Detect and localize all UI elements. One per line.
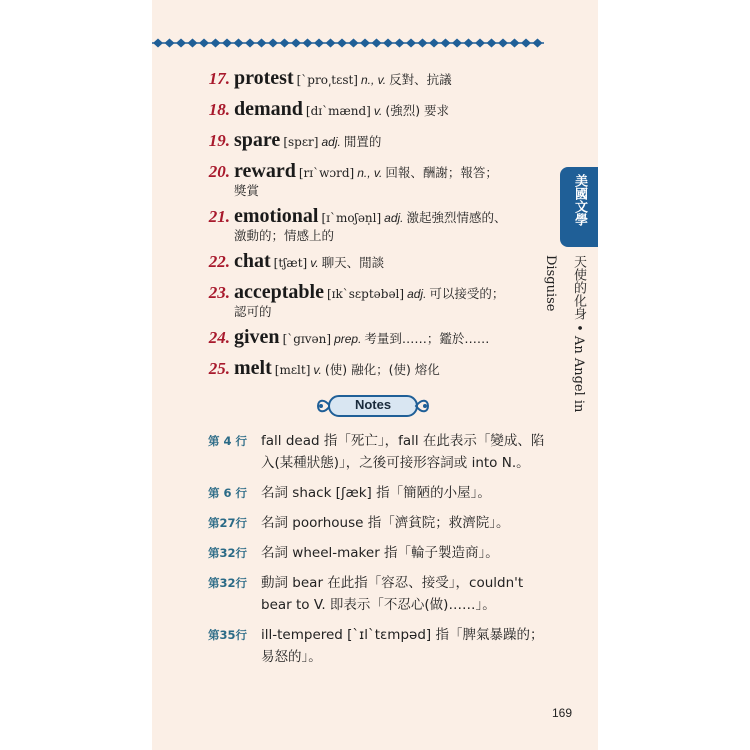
- border-diamond: [326, 39, 336, 48]
- vocab-word: demand: [234, 98, 303, 120]
- vocab-number: 17.: [208, 69, 230, 88]
- vocab-part-of-speech: prep.: [334, 332, 362, 346]
- vocab-pronunciation: [mɛlt]: [274, 363, 311, 377]
- border-diamond: [245, 39, 255, 48]
- vocab-item: [206, 128, 546, 155]
- border-diamond: [395, 39, 405, 48]
- notes-banner: [316, 394, 430, 420]
- vocab-definition: 可以接受的；: [429, 286, 505, 301]
- vocab-word: chat: [234, 250, 271, 272]
- note-text: 名詞 shack [ʃæk] 指「簡陋的小屋」。: [261, 485, 491, 501]
- vocab-number: 20.: [208, 162, 230, 181]
- decorative-border-top: [152, 36, 544, 50]
- border-diamond: [165, 39, 175, 48]
- vocab-part-of-speech: v.: [310, 256, 319, 270]
- vocab-word: spare: [234, 129, 281, 151]
- border-diamond: [441, 39, 451, 48]
- vocab-item: [206, 280, 546, 321]
- vocab-pronunciation: [ɪk`sɛptəbəl]: [326, 287, 405, 301]
- vocab-item: [206, 159, 546, 200]
- note-text: ill-tempered [`ɪl`tɛmpəd] 指「脾氣暴躁的；易怒的」。: [261, 627, 544, 665]
- border-diamond: [153, 39, 163, 48]
- notes-title: Notes: [354, 397, 392, 412]
- border-diamond: [211, 39, 221, 48]
- vocab-part-of-speech: n., v.: [361, 73, 387, 87]
- border-diamond: [188, 39, 198, 48]
- note-item: [208, 542, 548, 564]
- border-diamond: [498, 39, 508, 48]
- border-diamond: [337, 39, 347, 48]
- note-line-ref: 第 6 行: [208, 486, 248, 500]
- vocab-item: [206, 204, 546, 245]
- border-diamond: [234, 39, 244, 48]
- border-diamond: [452, 39, 462, 48]
- note-line-ref: 第27行: [208, 516, 248, 530]
- note-text: 動詞 bear 在此指「容忍、接受」，couldn't bear to V. 即表示「不忍心(做)……」。: [261, 575, 524, 613]
- border-diamond: [429, 39, 439, 48]
- border-diamond: [383, 39, 393, 48]
- vocab-definition: (使) 融化；(使) 熔化: [324, 362, 440, 377]
- vocab-number: 25.: [208, 359, 230, 378]
- vocab-item: [206, 356, 546, 383]
- vocab-part-of-speech: v.: [313, 363, 322, 377]
- note-line-ref: 第 4 行: [208, 434, 248, 448]
- notes-list: [208, 430, 548, 676]
- notes-right-ornament-icon: [414, 394, 430, 418]
- note-text: 名詞 poorhouse 指「濟貧院；救濟院」。: [261, 515, 510, 531]
- border-diamond: [510, 39, 520, 48]
- vocab-word: acceptable: [234, 281, 324, 303]
- border-diamond: [372, 39, 382, 48]
- vocab-part-of-speech: v.: [373, 104, 383, 118]
- note-line-ref: 第32行: [208, 546, 248, 560]
- vocab-definition: 反對、抗議: [389, 72, 452, 87]
- note-line-ref: 第32行: [208, 576, 248, 590]
- border-diamond: [533, 39, 543, 48]
- vocab-word: emotional: [234, 205, 319, 227]
- vocab-definition: 聊天、閒談: [321, 255, 385, 270]
- vocab-definition: 閒置的: [343, 134, 382, 149]
- note-item: [208, 430, 548, 474]
- vocab-pronunciation: [spɛr]: [283, 135, 319, 149]
- vocab-number: 24.: [208, 328, 230, 347]
- border-diamond: [257, 39, 267, 48]
- vocab-number: 21.: [208, 207, 230, 226]
- vocab-definition: 激起強烈情感的、: [406, 210, 507, 225]
- border-diamond: [418, 39, 428, 48]
- border-diamond: [291, 39, 301, 48]
- vocab-word: given: [234, 326, 280, 348]
- note-text: fall dead 指「死亡」，fall 在此表示「變成、陷入(某種狀態)」，之後可接形容詞或 into N.。: [261, 433, 545, 471]
- vocab-part-of-speech: adj.: [384, 211, 404, 225]
- vocab-definition-continued: 認可的: [234, 304, 272, 319]
- chapter-tab[interactable]: [560, 167, 598, 247]
- border-diamond: [314, 39, 324, 48]
- border-diamond: [268, 39, 278, 48]
- vocab-definition: 回報、酬謝；報答；: [385, 165, 498, 180]
- border-diamond: [349, 39, 359, 48]
- vocab-part-of-speech: adj.: [407, 287, 427, 301]
- note-item: [208, 512, 548, 534]
- running-title: 天使的化身 • An Angel in Disguise: [543, 255, 586, 413]
- vocab-definition-continued: 激動的；情感上的: [234, 228, 335, 243]
- note-item: [208, 572, 548, 616]
- border-diamond: [360, 39, 370, 48]
- vocab-part-of-speech: n., v.: [357, 166, 383, 180]
- vocab-number: 19.: [208, 131, 230, 150]
- vocab-pronunciation: [`gɪvən]: [282, 332, 332, 346]
- vocab-definition: 考量到……；鑑於……: [364, 331, 490, 346]
- vocabulary-list: [206, 66, 546, 387]
- vocab-pronunciation: [dɪ`mænd]: [305, 104, 371, 118]
- border-diamond: [199, 39, 209, 48]
- vocab-pronunciation: [tʃæt]: [273, 256, 308, 270]
- vocab-definition: (強烈) 要求: [385, 103, 450, 118]
- vocab-number: 18.: [208, 100, 230, 119]
- vocab-pronunciation: [`pro͵tɛst]: [296, 73, 358, 87]
- vocab-word: melt: [234, 357, 272, 379]
- border-diamond: [406, 39, 416, 48]
- note-item: [208, 482, 548, 504]
- vocab-word: protest: [234, 67, 294, 89]
- vocab-number: 22.: [208, 252, 230, 271]
- vocab-item: [206, 249, 546, 276]
- note-item: [208, 624, 548, 668]
- note-line-ref: 第35行: [208, 628, 248, 642]
- chapter-tab-label: 美國文學: [572, 174, 587, 226]
- vocab-item: [206, 97, 546, 124]
- vocab-item: [206, 66, 546, 93]
- border-diamond: [487, 39, 497, 48]
- vocab-number: 23.: [208, 283, 230, 302]
- border-diamond: [222, 39, 232, 48]
- vocab-word: reward: [234, 160, 296, 182]
- note-text: 名詞 wheel-maker 指「輪子製造商」。: [261, 545, 499, 561]
- vocab-pronunciation: [rɪ`wɔrd]: [298, 166, 355, 180]
- border-diamond: [521, 39, 531, 48]
- border-diamond: [303, 39, 313, 48]
- border-diamond: [475, 39, 485, 48]
- border-diamond: [176, 39, 186, 48]
- border-diamond: [464, 39, 474, 48]
- vocab-pronunciation: [ɪ`moʃən̩l]: [321, 211, 382, 225]
- vocab-item: [206, 325, 546, 352]
- vocab-definition-continued: 獎賞: [234, 183, 260, 198]
- vocab-part-of-speech: adj.: [321, 135, 341, 149]
- page-number: 169: [552, 706, 573, 720]
- border-diamond: [280, 39, 290, 48]
